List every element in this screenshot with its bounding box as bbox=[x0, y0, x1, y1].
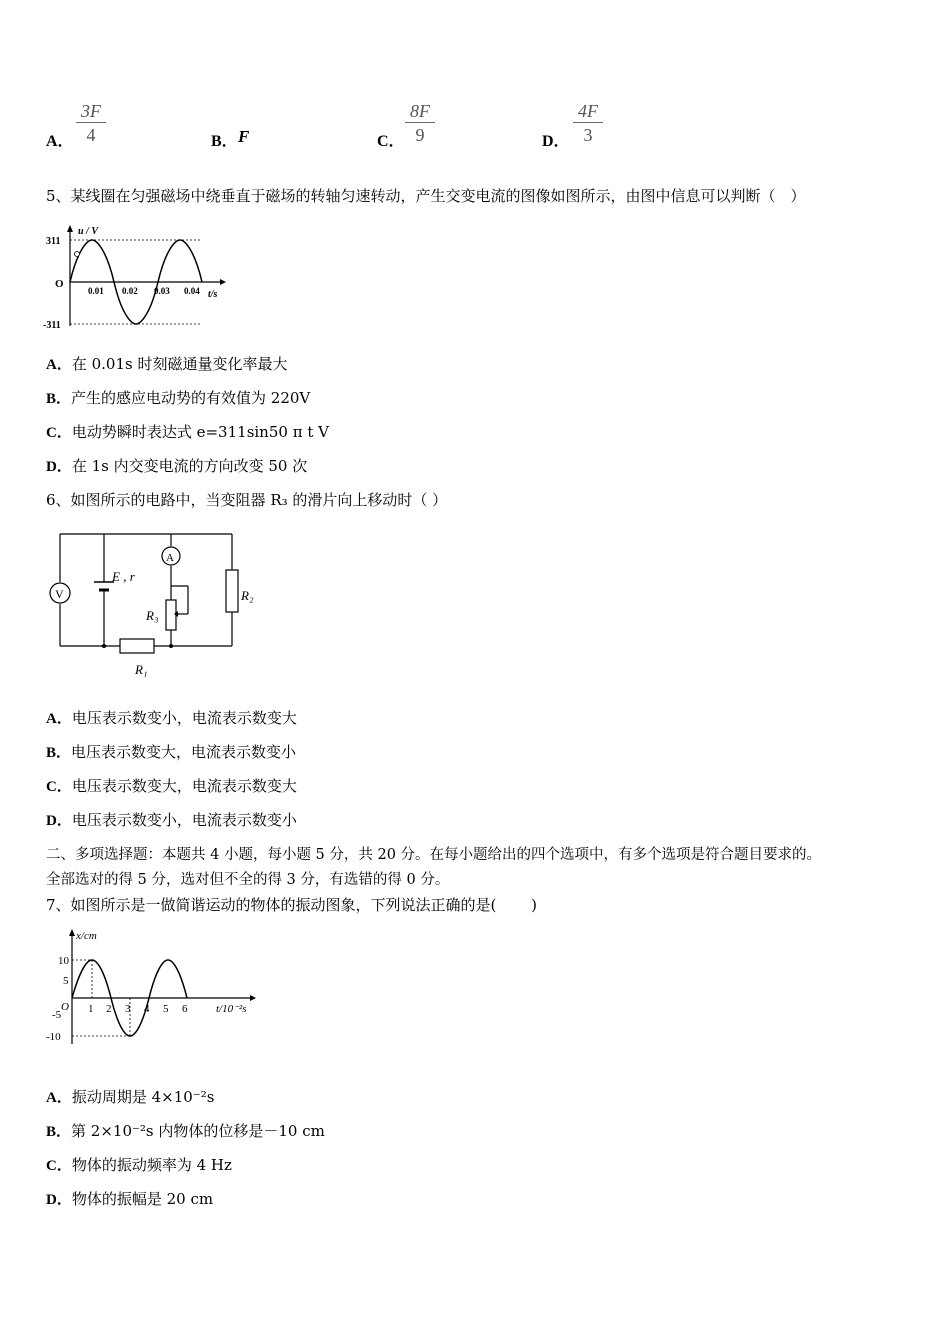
q7-option-b-text: 第 2×10⁻²s 内物体的位移是－10 cm bbox=[71, 1122, 325, 1140]
q6-option-b-text: 电压表示数变大，电流表示数变小 bbox=[71, 743, 297, 761]
q5-option-d-label: D． bbox=[46, 459, 72, 475]
q7-option-d-text: 物体的振幅是 20 cm bbox=[71, 1190, 214, 1208]
q4-option-d-denominator: 3 bbox=[583, 125, 593, 145]
q5-option-b-label: B． bbox=[46, 391, 72, 407]
r2-label: R₂ bbox=[241, 588, 254, 603]
q6-option-c-label: C． bbox=[46, 779, 72, 795]
q7-y-tick-10: 10 bbox=[58, 955, 69, 967]
q4-option-c-fraction bbox=[405, 100, 435, 147]
q6-option-c bbox=[46, 776, 297, 797]
ammeter-label: A bbox=[166, 552, 174, 564]
r2-resistor bbox=[226, 570, 238, 612]
q7-x-arrow bbox=[250, 995, 256, 1001]
q5-origin-label: O bbox=[55, 278, 64, 290]
junction-dot bbox=[102, 644, 106, 648]
q5-tick-003: 0.03 bbox=[154, 286, 170, 296]
q4-option-a-denominator: 4 bbox=[86, 125, 96, 145]
q7-option-c bbox=[46, 1155, 232, 1176]
q5-option-c-label: C． bbox=[46, 425, 72, 441]
q6-option-a-text: 电压表示数变小，电流表示数变大 bbox=[71, 709, 297, 727]
q4-option-d-label: D． bbox=[542, 133, 570, 150]
q5-option-d-text: 在 1s 内交变电流的方向改变 50 次 bbox=[71, 457, 308, 475]
q4-option-c-numerator: 8F bbox=[405, 100, 435, 123]
section2-instructions-line2: 全部选对的得 5 分，选对但不全的得 3 分，有选错的得 0 分。 bbox=[46, 872, 450, 888]
q5-tick-002: 0.02 bbox=[122, 286, 138, 296]
q7-x-tick-6: 6 bbox=[182, 1003, 188, 1015]
q5-option-c bbox=[46, 422, 329, 443]
q7-option-c-text: 物体的振动频率为 4 Hz bbox=[71, 1156, 232, 1174]
q6-circuit-diagram bbox=[44, 526, 274, 686]
q5-option-a-label: A． bbox=[46, 357, 72, 373]
section2-instructions-line1: 二、多项选择题：本题共 4 小题，每小题 5 分，共 20 分。在每小题给出的四个选项中，有多个选项是符合题目要求的。 bbox=[46, 847, 822, 863]
q5-option-b-text: 产生的感应电动势的有效值为 220V bbox=[71, 389, 311, 407]
q7-y-arrow bbox=[69, 929, 75, 936]
q7-x-label: t/10⁻²s bbox=[216, 1003, 247, 1015]
q7-option-b bbox=[46, 1121, 325, 1142]
q5-y-label: u / V bbox=[78, 226, 99, 237]
q6-option-d-label: D． bbox=[46, 813, 72, 829]
voltmeter-label: V bbox=[55, 587, 64, 601]
q6-option-c-text: 电压表示数变大，电流表示数变大 bbox=[71, 777, 297, 795]
q7-x-tick-2: 2 bbox=[106, 1003, 112, 1015]
q6-option-a-label: A． bbox=[46, 711, 72, 727]
q7-option-d bbox=[46, 1189, 213, 1210]
junction-dot bbox=[169, 644, 173, 648]
q7-option-a bbox=[46, 1087, 214, 1108]
r3-resistor bbox=[166, 600, 176, 630]
q5-option-a bbox=[46, 354, 287, 375]
q7-option-a-text: 振动周期是 4×10⁻²s bbox=[71, 1088, 215, 1106]
q4-option-a-label: A． bbox=[46, 133, 74, 150]
q5-point-marker bbox=[75, 252, 80, 257]
q7-x-tick-3: 3 bbox=[125, 1003, 131, 1015]
q7-origin-label: O bbox=[61, 1001, 69, 1013]
q4-option-a-fraction bbox=[76, 100, 106, 147]
q4-option-d-fraction bbox=[573, 100, 603, 147]
q6-option-d-text: 电压表示数变小，电流表示数变小 bbox=[71, 811, 297, 829]
source-label: E , r bbox=[112, 569, 135, 584]
q4-option-b-label: B． bbox=[211, 133, 238, 150]
q7-y-label: x/cm bbox=[76, 930, 97, 942]
q7-y-tick-neg5: -5 bbox=[52, 1009, 62, 1021]
q5-x-label: t/s bbox=[208, 289, 218, 300]
q7-y-tick-5: 5 bbox=[63, 975, 69, 987]
q6-option-d bbox=[46, 810, 297, 831]
q5-option-b bbox=[46, 388, 310, 409]
r3-label: R₃ bbox=[146, 608, 159, 623]
q4-option-d-numerator: 4F bbox=[573, 100, 603, 123]
q4-option-b-text: F bbox=[238, 127, 250, 146]
q7-option-c-label: C． bbox=[46, 1158, 72, 1174]
q7-option-b-label: B． bbox=[46, 1124, 72, 1140]
q6-option-a bbox=[46, 708, 297, 729]
q6-stem: 6、如图所示的电路中，当变阻器 R₃ 的滑片向上移动时（ ） bbox=[46, 491, 448, 509]
q7-y-tick-neg10: -10 bbox=[46, 1031, 61, 1043]
q7-x-tick-5: 5 bbox=[163, 1003, 169, 1015]
q5-tick-001: 0.01 bbox=[88, 286, 104, 296]
q6-option-b-label: B． bbox=[46, 745, 72, 761]
q4-option-a-numerator: 3F bbox=[76, 100, 106, 123]
r1-resistor bbox=[120, 639, 154, 653]
r1-label: R₁ bbox=[135, 662, 148, 677]
q5-sine-graph bbox=[40, 222, 230, 334]
q7-option-d-label: D． bbox=[46, 1192, 72, 1208]
q7-option-a-label: A． bbox=[46, 1090, 72, 1106]
q5-tick-004: 0.04 bbox=[184, 286, 200, 296]
q7-stem: 7、如图所示是一做简谐运动的物体的振动图象，下列说法正确的是( ) bbox=[46, 896, 538, 914]
q5-option-c-text: 电动势瞬时表达式 e=311sin50 π t V bbox=[71, 423, 329, 441]
q7-x-tick-1: 1 bbox=[88, 1003, 94, 1015]
q4-option-c-label: C． bbox=[377, 133, 405, 150]
q5-y-max-label: 311 bbox=[46, 236, 61, 247]
q5-option-a-text: 在 0.01s 时刻磁通量变化率最大 bbox=[71, 355, 288, 373]
q6-option-b bbox=[46, 742, 296, 763]
q5-y-arrow bbox=[67, 225, 73, 232]
q7-x-tick-4: 4 bbox=[144, 1003, 150, 1015]
q5-option-d bbox=[46, 456, 307, 477]
q4-option-c-denominator: 9 bbox=[415, 125, 425, 145]
q5-x-arrow bbox=[220, 279, 226, 285]
q5-stem: 5、某线圈在匀强磁场中绕垂直于磁场的转轴匀速转动，产生交变电流的图像如图所示，由图中信息可以判断（ ） bbox=[46, 187, 806, 205]
q7-vibration-graph bbox=[40, 926, 270, 1050]
q5-y-min-label: -311 bbox=[43, 320, 61, 331]
